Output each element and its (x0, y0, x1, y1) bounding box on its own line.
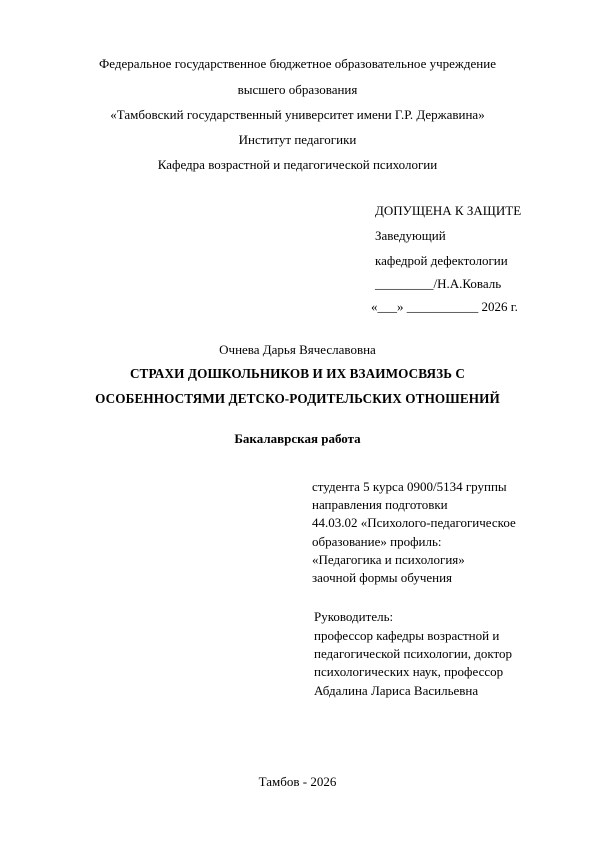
city-year: Тамбов - 2026 (258, 774, 337, 789)
student-line-6: заочной формы обучения (312, 570, 453, 585)
thesis-title-line-1: СТРАХИ ДОШКОЛЬНИКОВ И ИХ ВЗАИМОСВЯЗЬ С (129, 366, 466, 381)
student-line-1: студента 5 курса 0900/5134 группы (312, 479, 507, 494)
student-line-2: направления подготовки (312, 497, 448, 512)
student-line-3: 44.03.02 «Психолого-педагогическое (312, 515, 516, 530)
supervisor-label: Руководитель: (314, 609, 394, 624)
work-type: Бакалаврская работа (234, 431, 361, 446)
approval-department: кафедрой дефектологии (375, 253, 508, 268)
supervisor-line-2: педагогической психологии, доктор (314, 646, 513, 661)
institute-name: Институт педагогики (238, 132, 357, 147)
author-name: Очнева Дарья Вячеславовна (219, 342, 376, 357)
supervisor-name: Абдалина Лариса Васильевна (314, 683, 479, 698)
approval-signature: _________/Н.А.Коваль (375, 276, 502, 291)
institution-line-2: высшего образования (237, 82, 358, 97)
student-line-4: образование» профиль: (312, 534, 442, 549)
student-line-5: «Педагогика и психология» (312, 552, 465, 567)
thesis-title-line-2: ОСОБЕННОСТЯМИ ДЕТСКО-РОДИТЕЛЬСКИХ ОТНОШЕНИЙ (95, 391, 500, 406)
university-name: «Тамбовский государственный университет имени Г.Р. Державина» (110, 107, 485, 122)
supervisor-line-1: профессор кафедры возрастной и (314, 628, 500, 643)
supervisor-line-3: психологических наук, профессор (314, 664, 504, 679)
institution-line-1: Федеральное государственное бюджетное образовательное учреждение (99, 56, 496, 71)
approval-head: Заведующий (375, 228, 446, 243)
approval-admitted: ДОПУЩЕНА К ЗАЩИТЕ (375, 203, 522, 218)
approval-date: «___» ___________ 2026 г. (371, 299, 518, 314)
department-name: Кафедра возрастной и педагогической психологии (157, 157, 438, 172)
